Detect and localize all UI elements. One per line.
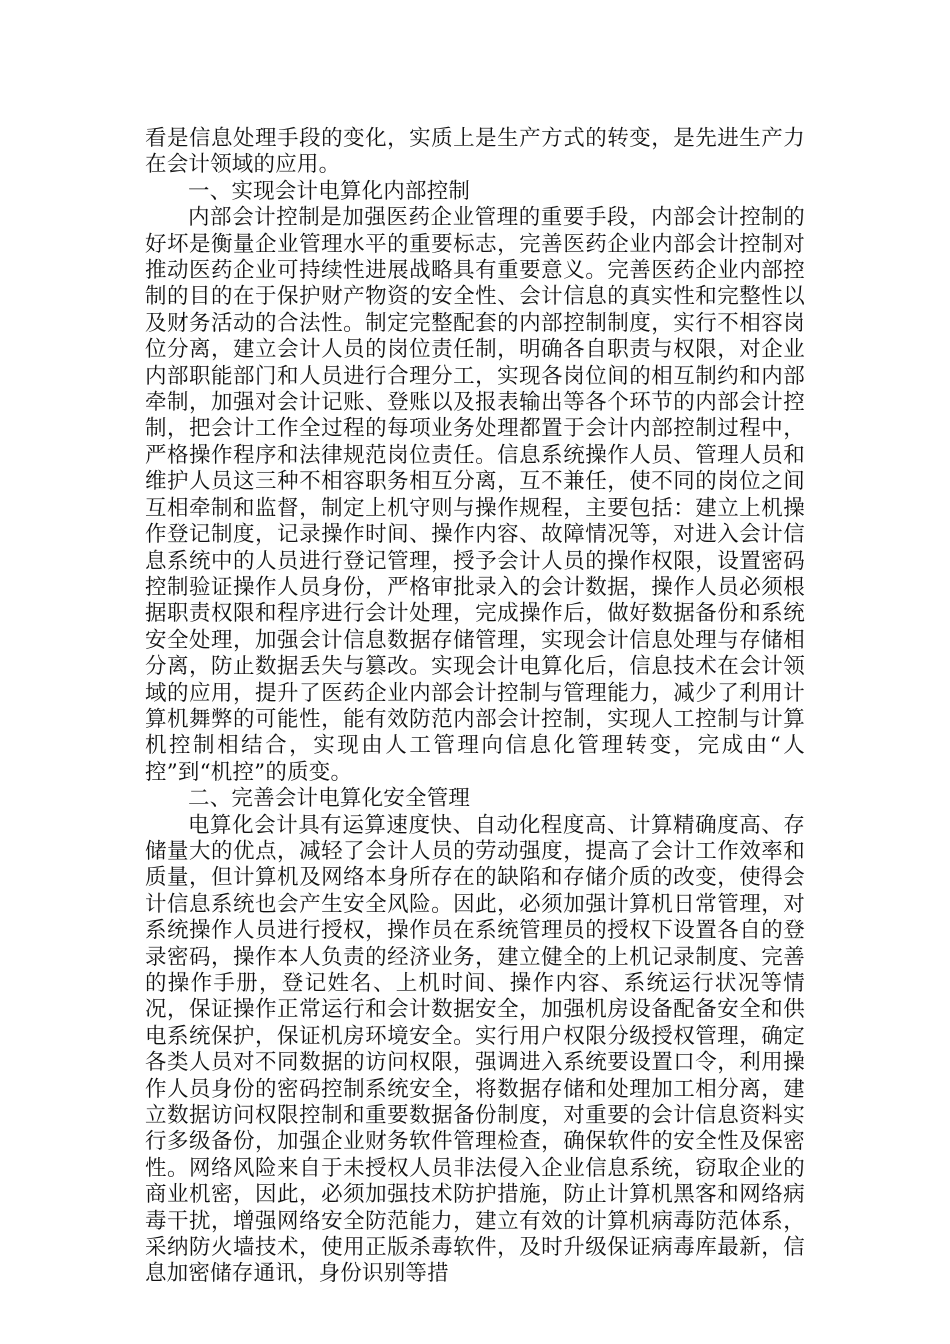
section-heading-1: 一、实现会计电算化内部控制	[188, 178, 471, 204]
paragraph-continuation: 看是信息处理手段的变化，实质上是生产方式的转变，是先进生产力在会计领域的应用。	[145, 126, 805, 178]
document-body	[145, 126, 805, 1288]
section-heading-2: 二、完善会计电算化安全管理	[188, 786, 471, 812]
paragraph-security-management: 电算化会计具有运算速度快、自动化程度高、计算精确度高、存储量大的优点，减轻了会计人员的劳动强度，提高了会计工作效率和质量，但计算机及网络本身所存在的缺陷和存储介质的改变，使得会计信息系统也会产生安全风险。因此，必须加强计算机日常管理，对系统操作人员进行授权，操作员在系统管理员的授权下设置各自的登录密码，操作本人负责的经济业务，建立健全的上机记录制度、完善的操作手册，登记姓名、上机时间、操作内容、系统运行状况等情况，保证操作正常运行和会计数据安全，加强机房设备配备安全和供电系统保护，保证机房环境安全。实行用户权限分级授权管理，确定各类人员对不同数据的访问权限，强调进入系统要设置口令，利用操作人员身份的密码控制系统安全，将数据存储和处理加工相分离，建立数据访问权限控制和重要数据备份制度，对重要的会计信息资料实行多级备份，加强企业财务软件管理检查，确保软件的安全性及保密性。网络风险来自于未授权人员非法侵入企业信息系统，窃取企业的商业机密，因此，必须加强技术防护措施，防止计算机黑客和网络病毒干扰，增强网络安全防范能力，建立有效的计算机病毒防范体系，采纳防火墙技术，使用正版杀毒软件，及时升级保证病毒库最新，信息加密储存通讯，身份识别等措	[145, 812, 805, 1287]
paragraph-internal-control: 内部会计控制是加强医药企业管理的重要手段，内部会计控制的好坏是衡量企业管理水平的重要标志，完善医药企业内部会计控制对推动医药企业可持续性进展战略具有重要意义。完善医药企业内部控制的目的在于保护财产物资的安全性、会计信息的真实性和完整性以及财务活动的合法性。制定完整配套的内部控制制度，实行不相容岗位分离，建立会计人员的岗位责任制，明确各自职责与权限，对企业内部职能部门和人员进行合理分工，实现各岗位间的相互制约和内部牵制，加强对会计记账、登账以及报表输出等各个环节的内部会计控制，把会计工作全过程的每项业务处理都置于会计内部控制过程中，严格操作程序和法律规范岗位责任。信息系统操作人员、管理人员和维护人员这三种不相容职务相互分离，互不兼任，使不同的岗位之间互相牵制和监督，制定上机守则与操作规程，主要包括：建立上机操作登记制度，记录操作时间、操作内容、故障情况等，对进入会计信息系统中的人员进行登记管理，授予会计人员的操作权限，设置密码控制验证操作人员身份，严格审批录入的会计数据，操作人员必须根据职责权限和程序进行会计处理，完成操作后，做好数据备份和系统安全处理，加强会计信息数据存储管理，实现会计信息处理与存储相分离，防止数据丢失与篡改。实现会计电算化后，信息技术在会计领域的应用，提升了医药企业内部会计控制与管理能力，减少了利用计算机舞弊的可能性，能有效防范内部会计控制，实现人工控制与计算机控制相结合，实现由人工管理向信息化管理转变，完成由“人控”到“机控”的质变。	[145, 205, 805, 785]
